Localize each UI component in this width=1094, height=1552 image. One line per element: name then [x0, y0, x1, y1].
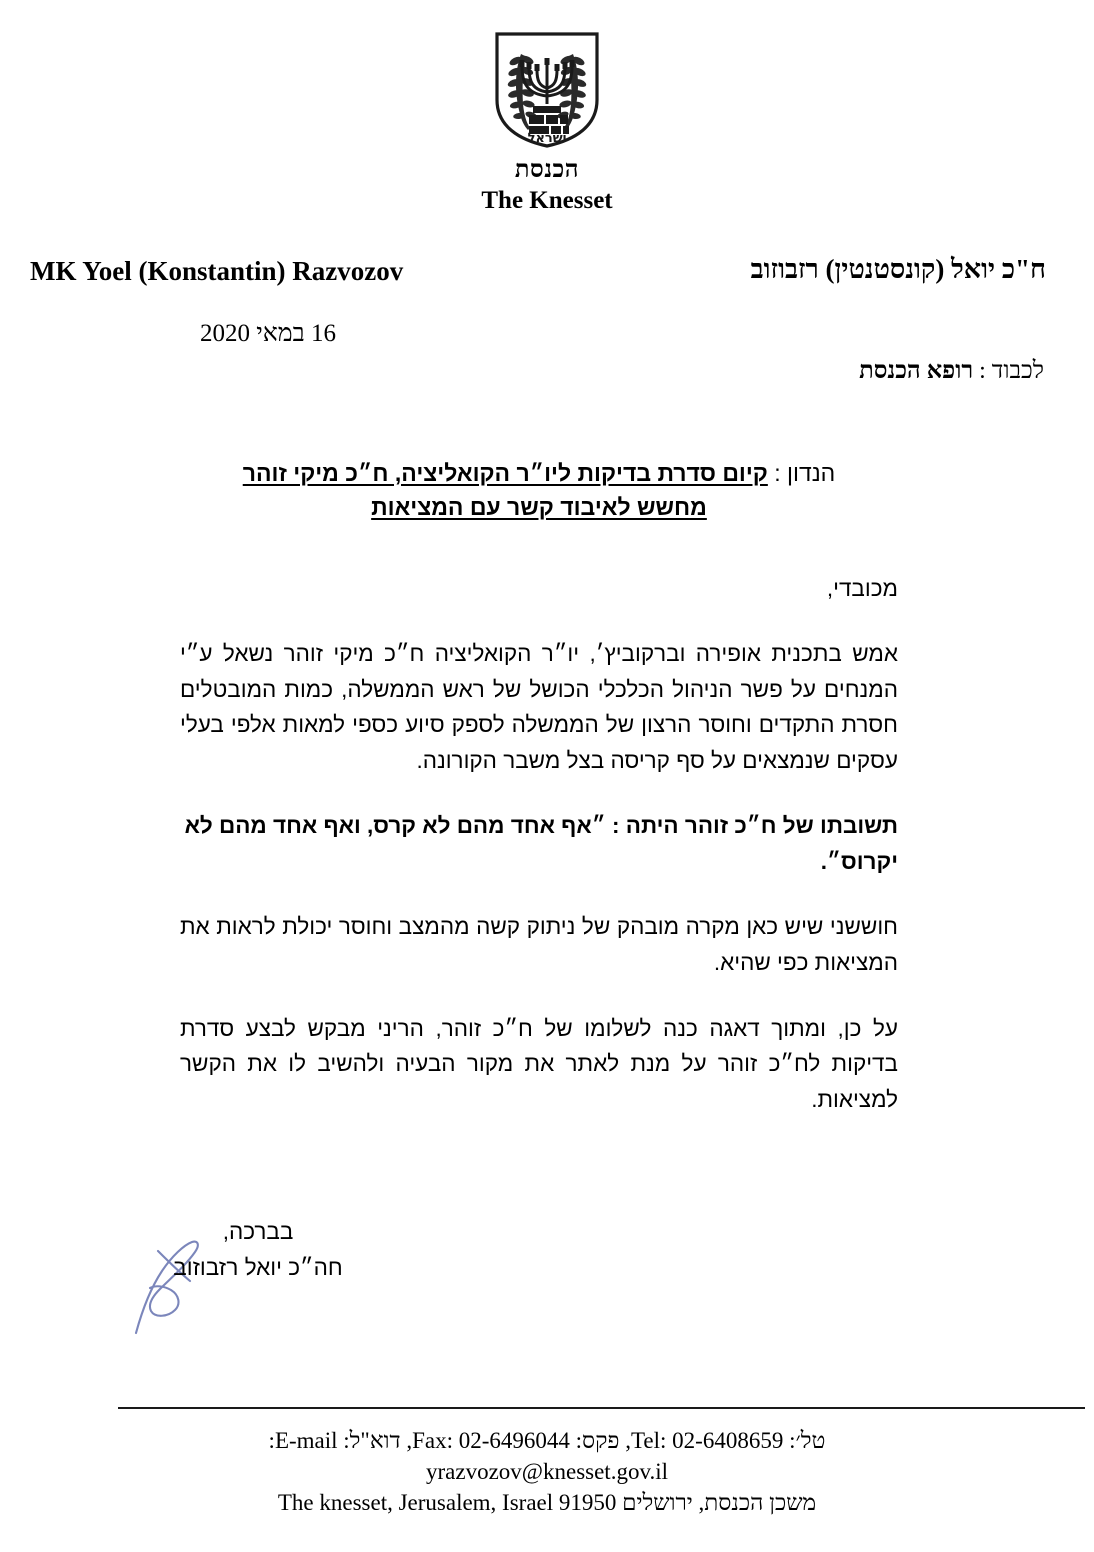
organization-name-hebrew: הכנסת	[514, 157, 580, 183]
member-name-hebrew: ח"כ יואל (קונסטנטין) רזבוזוב	[750, 253, 1046, 284]
addressee-label: לכבוד :	[973, 357, 1044, 384]
subject-line	[229, 456, 849, 525]
page-footer	[0, 1407, 1094, 1518]
israel-state-emblem-menorah-icon	[491, 30, 603, 148]
addressee-line	[859, 358, 1044, 385]
subject-label: הנדון :	[767, 459, 836, 486]
body-paragraph-4: על כן, ומתוך דאגה כנה לשלומו של ח״כ זוהר, הריני מבקש לבצע סדרת בדיקות לח״כ זוהר על מנת לאתר את מקור הבעיה ולהשיב לו את הקשר למציאות.	[180, 1015, 898, 1112]
letter-date: 16 במאי 2020	[200, 319, 336, 347]
footer-divider	[118, 1407, 1085, 1409]
member-name-english: MK Yoel (Konstantin) Razvozov	[30, 255, 404, 286]
footer-contact-line: טל׳: Tel: 02-6408659, פקס: Fax: 02-6496044, דוא"ל: E-mail:	[268, 1427, 826, 1453]
member-name-row	[0, 254, 1094, 298]
signature-name: חה״כ יואל רזבוזוב	[173, 1254, 343, 1280]
letter-body	[0, 456, 1094, 1288]
signature-greeting: בברכה,	[222, 1219, 294, 1245]
body-paragraph-1: אמש בתכנית אופירה וברקוביץ׳, יו״ר הקואליציה ח״כ מיקי זוהר נשאל ע״י המנחים על פשר הניהול הכלכלי הכושל של ראש הממשלה, כמות המובטלים חסרת התקדים וחוסר הרצון של הממשלה לספק סיוע כספי למאות אלפי בעלי עסקים שנמצאים על סף קריסה בצל משבר הקורונה.	[180, 641, 898, 773]
footer-email[interactable]: yrazvozov@knesset.gov.il	[426, 1458, 668, 1484]
salutation: מכובדי,	[826, 575, 898, 601]
subject-text: קיום סדרת בדיקות ליו״ר הקואליציה, ח״כ מיקי זוהר מחשש לאיבוד קשר עם המציאות	[242, 459, 768, 521]
body-paragraph-3: חוששני שיש כאן מקרה מובהק של ניתוק קשה מהמצב וחוסר יכולת לראות את המציאות כפי שהיא.	[180, 914, 898, 975]
body-paragraph-2-quote: תשובתו של ח״כ זוהר היתה : ״אף אחד מהם לא קרס, ואף אחד מהם לא יקרוס״.	[184, 813, 898, 874]
svg-text:ישראל: ישראל	[527, 131, 567, 146]
organization-name-english: The Knesset	[481, 186, 613, 214]
addressee-value: רופא הכנסת	[859, 357, 974, 384]
letterhead	[0, 0, 1094, 216]
letter-meta-row	[0, 320, 1094, 398]
signature-block	[173, 1215, 898, 1287]
footer-address: משכן הכנסת, ירושלים 91950 The knesset, Jerusalem, Israel	[277, 1489, 817, 1515]
